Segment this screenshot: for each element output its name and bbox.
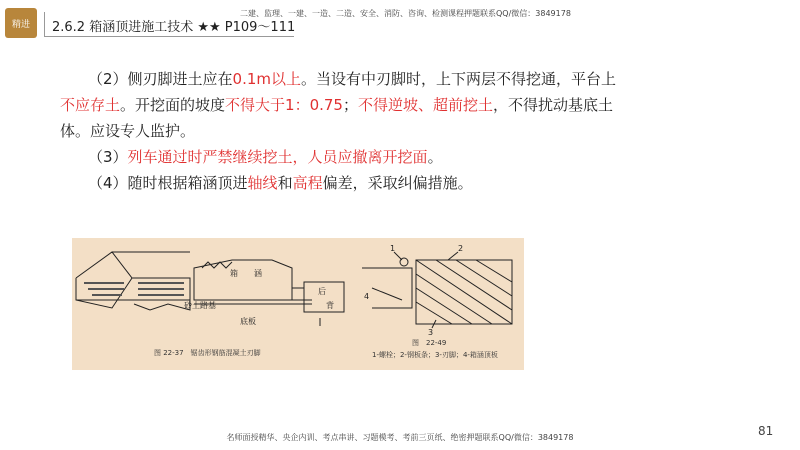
paragraph-4: （4）随时根据箱涵顶进轴线和高程偏差，采取纠偏措施。 bbox=[88, 174, 473, 192]
footer-text: 名师面授精华、央企内训、考点串讲、习题模考、考前三页纸、绝密押题联系QQ/微信：3849178 bbox=[226, 433, 574, 442]
highlight: 不得逆坡、超前挖土 bbox=[358, 96, 494, 114]
number-4: 4 bbox=[364, 292, 370, 301]
highlight: 不得大于1：0.75 bbox=[225, 96, 343, 114]
left-figure-caption: 图 22-37 锯齿形钢筋混凝土刃脚 bbox=[154, 349, 261, 357]
number-2: 2 bbox=[458, 244, 464, 253]
highlight: 不应存土 bbox=[60, 96, 121, 114]
paragraph-2: （2）侧刃脚进土应在0.1m以上。当设有中刃脚时，上下两层不得挖通，平台上不应存土。开挖面的坡度不得大于1：0.75；不得逆坡、超前挖土，不得扰动基底土体。应设专人监护。 bbox=[60, 70, 617, 140]
highlight: 0.1m以上 bbox=[232, 70, 302, 88]
title-underline bbox=[44, 36, 294, 37]
right-figure-caption-title: 图 22-49 bbox=[412, 339, 447, 347]
leader-4 bbox=[372, 288, 402, 300]
figure-panel bbox=[72, 238, 524, 370]
top-ad-text: 二建、监理、一建、一造、二造、安全、消防、咨询、检测课程押题联系QQ/微信：3849178 bbox=[240, 9, 571, 18]
logo bbox=[5, 8, 37, 38]
title-divider bbox=[44, 12, 45, 36]
logo-text: 精进 bbox=[11, 19, 30, 30]
highlight: 轴线 bbox=[247, 174, 278, 192]
label-back-1: 后 bbox=[318, 287, 326, 296]
label-box: 箱 bbox=[230, 269, 238, 278]
number-3: 3 bbox=[428, 328, 434, 337]
edge-plate bbox=[362, 268, 412, 308]
right-diagram bbox=[362, 252, 512, 328]
page-number: 81 bbox=[758, 424, 774, 438]
right-figure-caption: 1-螺栓；2-钢板条；3-刃脚；4-箱涵顶板 bbox=[372, 351, 498, 359]
highlight: 高程 bbox=[292, 174, 323, 192]
label-gravel-subgrade: 砂土路基 bbox=[184, 301, 216, 310]
leader-1 bbox=[394, 252, 402, 260]
number-1: 1 bbox=[390, 244, 396, 253]
main-content bbox=[60, 66, 620, 196]
leader-2 bbox=[448, 252, 458, 260]
section-title: 2.6.2 箱涵顶进施工技术 ★★ P109～111 bbox=[52, 20, 296, 35]
paragraph-3: （3）列车通过时严禁继续挖土，人员应撤离开挖面。 bbox=[88, 148, 443, 166]
highlight: 列车通过时严禁继续挖土，人员应撤离开挖面 bbox=[127, 148, 428, 166]
label-culvert: 涵 bbox=[254, 269, 262, 278]
box-culvert bbox=[194, 260, 292, 300]
label-base-slab: 底板 bbox=[240, 317, 256, 326]
hatch-pattern bbox=[84, 282, 184, 296]
label-back-2: 背 bbox=[326, 301, 334, 310]
